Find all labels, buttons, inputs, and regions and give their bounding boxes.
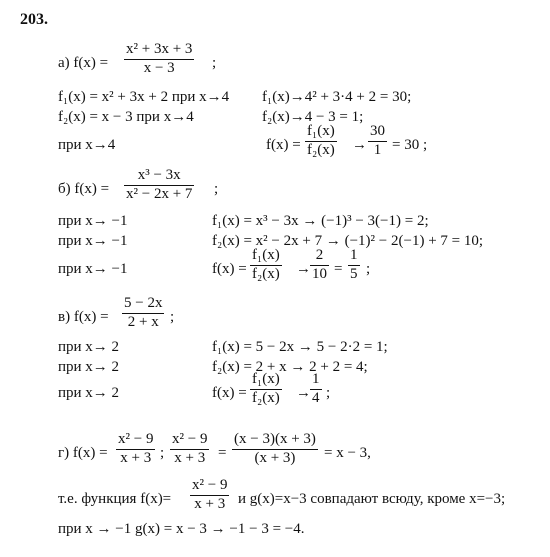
part-c-f-lhs: f(x) = [212,385,247,401]
fraction-numerator: 1 [312,371,320,387]
part-c-semicolon-2: ; [326,385,331,401]
part-d-separator: ; [160,445,165,461]
part-b-semicolon: ; [214,181,219,197]
part-b-condition-2: при x→ −1 [58,233,128,249]
part-c-condition-3: при x→ 2 [58,385,120,401]
part-b-f2: f₂(x) = x² − 2x + 7 → (−1)² − 2(−1) + 7 = 10; [212,233,484,249]
part-d-final-line: при x → −1 g(x) = x − 3 → −1 − 3 = −4. [58,521,305,537]
fraction-denominator: 10 [312,265,327,282]
fraction-numerator: (x − 3)(x + 3) [234,431,316,447]
part-c-f1: f₁(x) = 5 − 2x → 5 − 2·2 = 1; [212,339,388,355]
part-a-f1-definition: f₁(x) = x² + 3x + 2 при x→4 [58,89,230,105]
part-d-te-suffix: и g(x)=x−3 совпадают всюду, кроме x=−3; [238,491,506,507]
fraction-denominator: x + 3 [194,495,226,512]
fraction-numerator: x² + 3x + 3 [126,41,193,57]
part-b-value-fraction-1 [310,248,329,283]
fraction-denominator: x + 3 [120,449,152,466]
fraction-numerator: x² − 9 [192,477,228,493]
part-b-condition-3: при x→ −1 [58,261,128,277]
part-a-value-fraction [368,124,387,159]
part-a-f2-limit: f₂(x)→4 − 3 = 1; [262,109,364,125]
fraction-numerator: 30 [370,123,385,139]
part-b-equals: = [334,261,343,277]
part-d-fraction-2 [170,432,209,467]
problem-number: 203. [20,11,48,28]
fraction-numerator: x³ − 3x [137,167,181,183]
part-a-f2-definition: f₂(x) = x − 3 при x→4 [58,109,194,125]
fraction-numerator: 5 − 2x [124,295,163,311]
part-b-def-prefix: б) f(x) = [58,181,110,197]
part-c-condition-2: при x→ 2 [58,359,120,375]
fraction-denominator: 5 [350,265,358,282]
fraction-numerator: 2 [315,247,324,263]
fraction-numerator: f₁(x) [307,123,335,139]
part-a-condition: при x→4 [58,137,116,153]
fraction-denominator: (x + 3) [254,449,296,466]
part-a-result: = 30 ; [392,137,428,153]
fraction-numerator: 1 [350,247,358,263]
part-c-semicolon: ; [170,309,175,325]
part-a-f-lhs: f(x) = [266,137,301,153]
fraction-denominator: x² − 2x + 7 [126,185,193,202]
fraction-numerator: f₁(x) [252,371,280,387]
part-b-value-fraction-2 [348,248,360,283]
part-b-condition-1: при x→ −1 [58,213,128,229]
part-a-f-ratio [305,124,337,159]
fraction-denominator: f₂(x) [307,141,335,158]
part-c-arrow: → [296,385,311,401]
part-c-f2: f₂(x) = 2 + x → 2 + 2 = 4; [212,359,368,375]
part-d-fraction-3 [232,432,318,467]
part-b-f1: f₁(x) = x³ − 3x → (−1)³ − 3(−1) = 2; [212,213,429,229]
part-b-f-ratio [250,248,282,283]
part-a-semicolon: ; [212,55,217,71]
fraction-denominator: x − 3 [143,59,175,76]
fraction-denominator: f₂(x) [252,389,280,406]
part-b-semicolon-2: ; [366,261,371,277]
part-c-def-prefix: в) f(x) = [58,309,109,325]
fraction-denominator: f₂(x) [252,265,280,282]
part-a-def-prefix: а) f(x) = [58,55,109,71]
part-b-arrow: → [296,261,311,277]
part-c-def-fraction [122,296,164,331]
part-d-def-fraction [116,432,155,467]
fraction-numerator: f₁(x) [252,247,280,263]
part-b-def-fraction [124,168,194,203]
fraction-denominator: 4 [312,389,320,406]
part-c-f-ratio [250,372,282,407]
fraction-denominator: 1 [373,141,382,158]
part-d-te-prefix: т.е. функция f(x)= [58,491,172,507]
part-d-equals: = [218,445,227,461]
part-d-te-fraction [190,478,229,513]
part-b-f-lhs: f(x) = [212,261,247,277]
fraction-numerator: x² − 9 [172,431,208,447]
part-d-tail: = x − 3, [324,445,371,461]
fraction-denominator: x + 3 [174,449,206,466]
part-a-arrow: → [352,137,367,153]
part-a-f1-limit: f₁(x)→4² + 3·4 + 2 = 30; [262,89,412,105]
part-d-def-prefix: г) f(x) = [58,445,108,461]
part-a-def-fraction [124,42,194,77]
fraction-numerator: x² − 9 [118,431,154,447]
part-c-condition-1: при x→ 2 [58,339,120,355]
fraction-denominator: 2 + x [127,313,159,330]
part-c-value-fraction [310,372,322,407]
